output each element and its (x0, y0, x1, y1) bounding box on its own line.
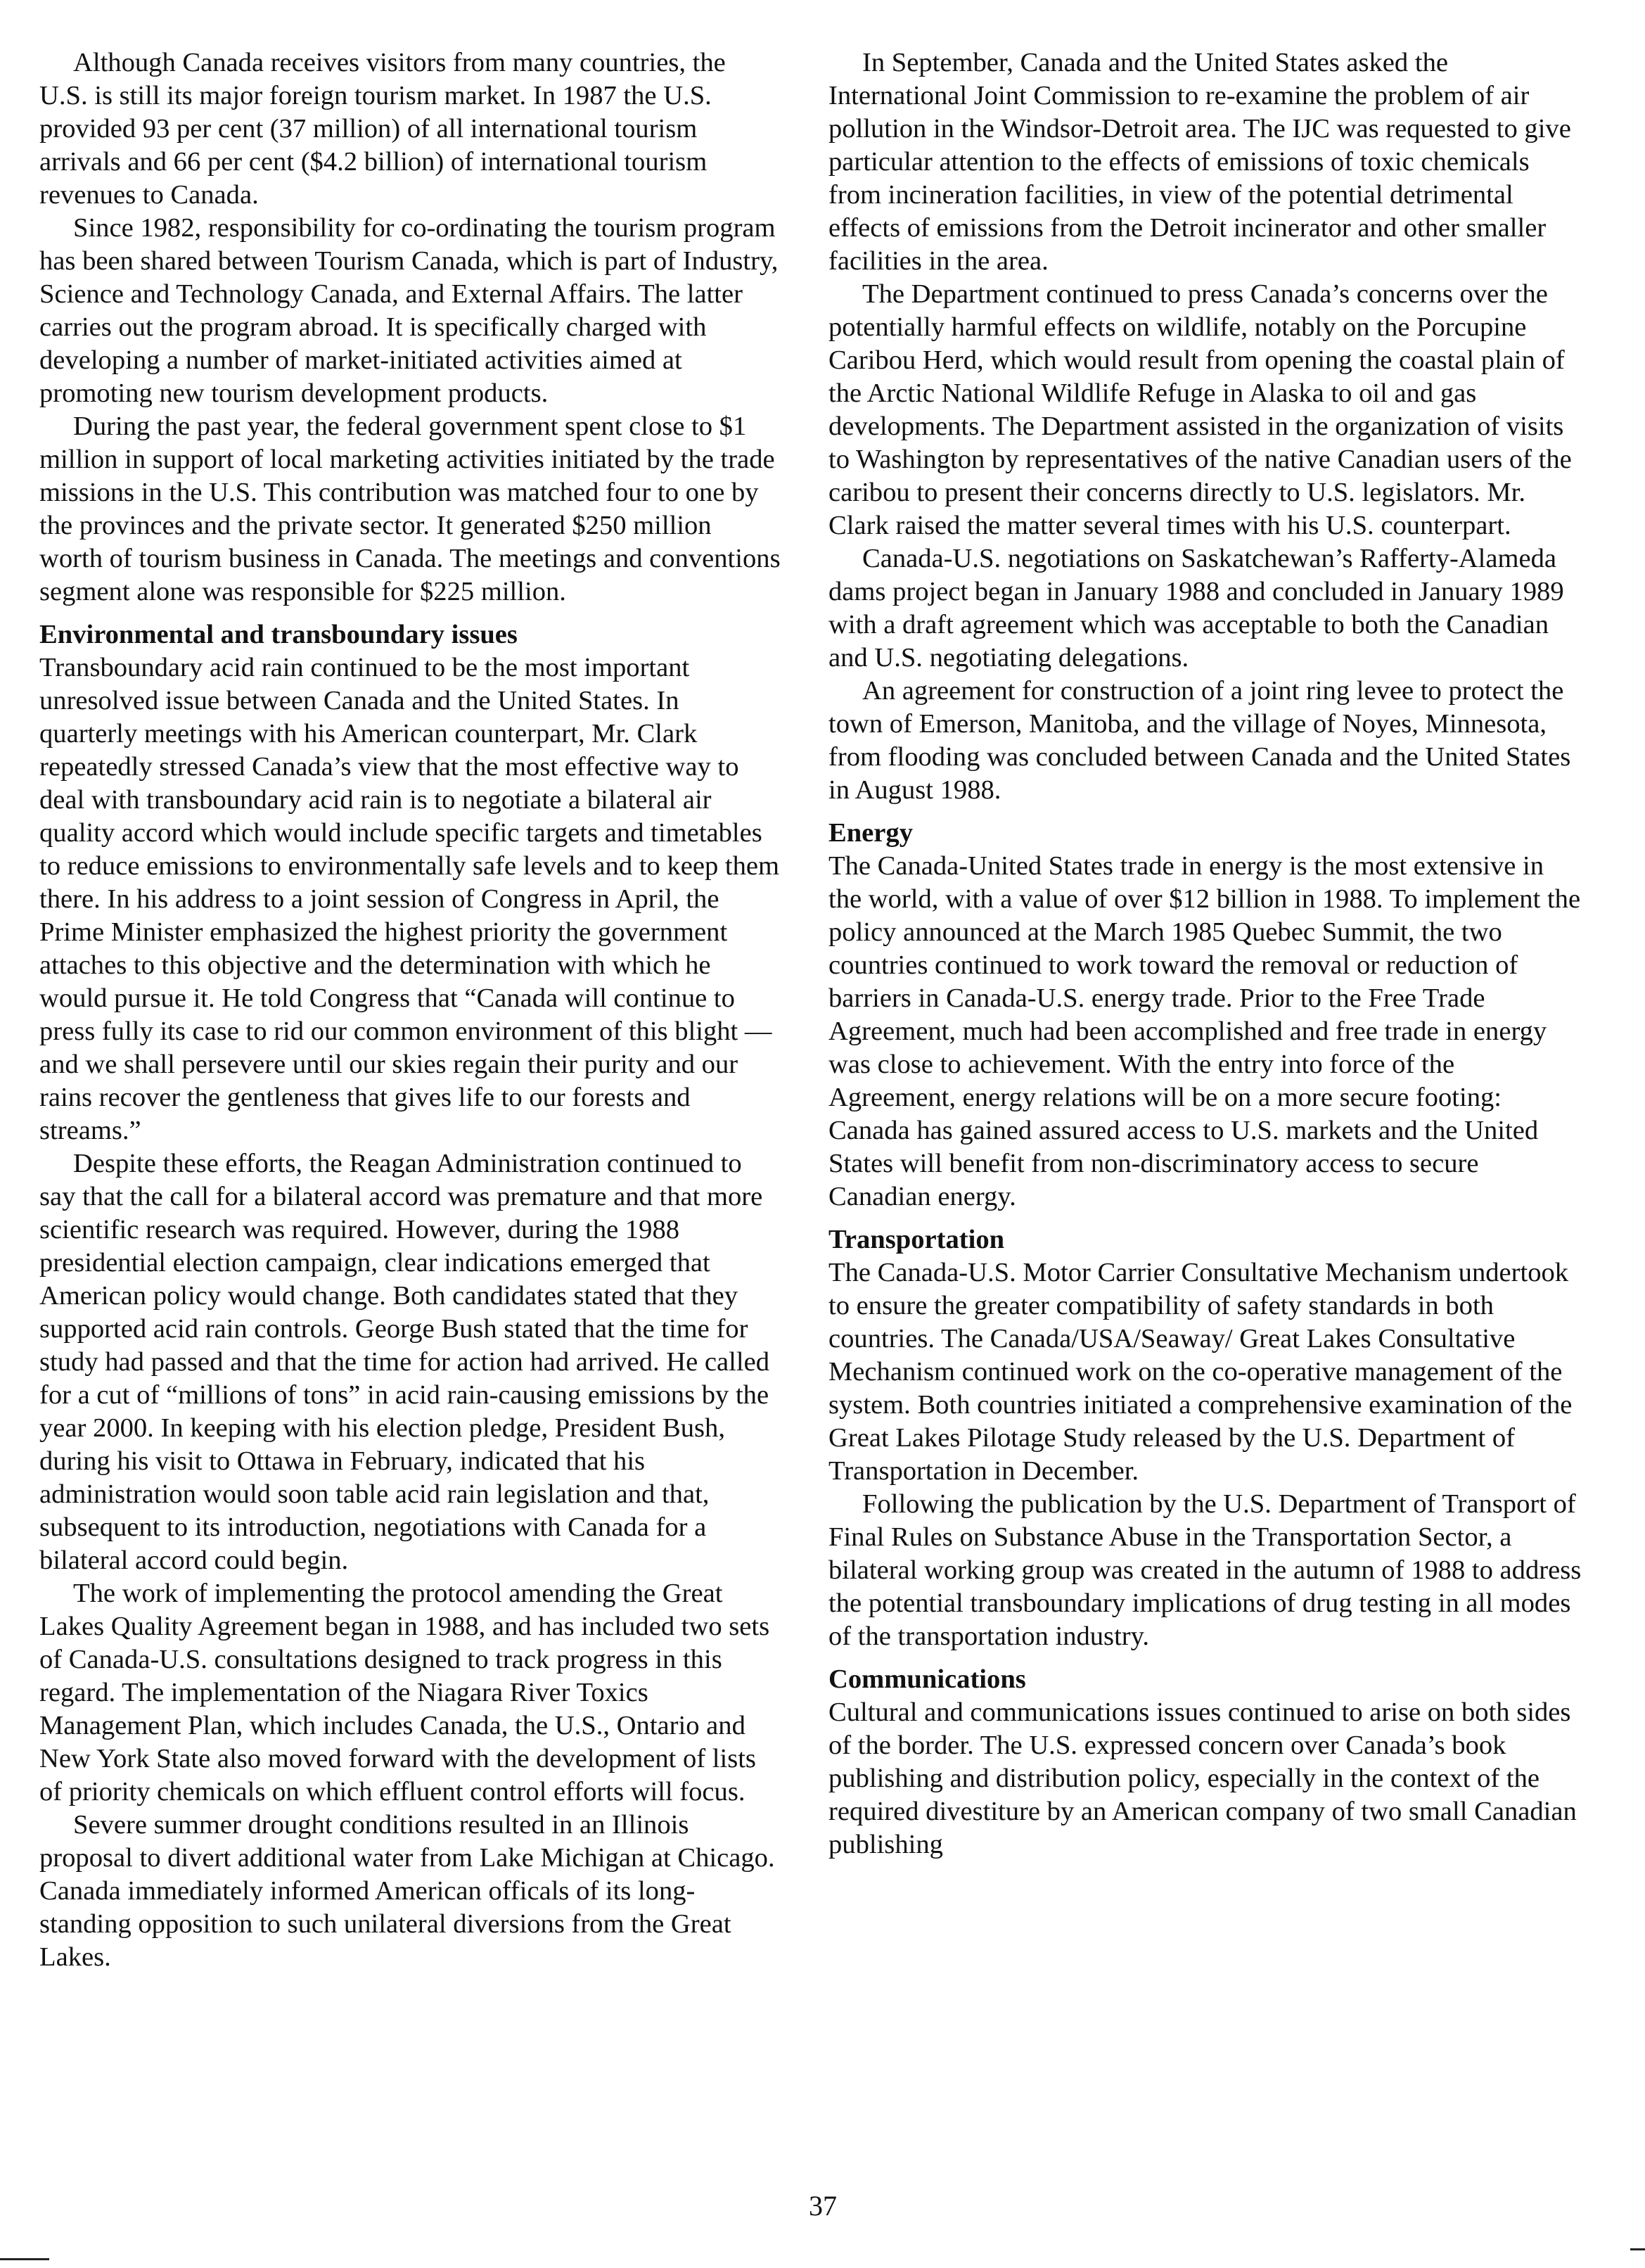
paragraph-tourism-market: Although Canada receives visitors from many countries, the U.S. is still its major foreign tourism market. In 1987 the U.S. provided 93 per cent (37 million) of all international tourism arrivals and 66 per cent ($4.2 billion) of international tourism revenues to Canada. (39, 48, 726, 210)
paragraph-energy-trade: The Canada-United States trade in energy is the most extensive in the world, with a value of over $12 billion in 1988. To implement the policy announced at the March 1985 Quebec Summit, the two countries continued to work toward the removal or reduction of barriers in Canada-U.S. energy trade. Prior to the Free Trade Agreement, much had been accomplished and free trade in energy was close to achievement. With the entry into force of the Agreement, energy relations will be on a more secure footing: Canada has gained assured access to U.S. markets and the United States will benefit from non-discriminatory access to secure Canadian energy. (828, 851, 1581, 1211)
page-number: 37 (809, 2190, 837, 2222)
paragraph-porcupine-caribou: The Department continued to press Canada’s concerns over the potentially harmful effects on wildlife, notably on the Porcupine Caribou Herd, which would result from opening the coastal plain of the Arctic National Wildlife Refuge in Alaska to oil and gas developments. The Department assisted in the organization of visits to Washington by representatives of the native Canadian users of the caribou to present their concerns directly to U.S. legislators. Mr. Clark raised the matter several times with his U.S. counterpart. (828, 279, 1572, 540)
scan-edge-mark-left (0, 2258, 49, 2260)
paragraph-great-lakes-protocol: The work of implementing the protocol amending the Great Lakes Quality Agreement began in 1988, and has included two sets of Canada-U.S. consultations designed to track progress in this regard. The implementation of the Niagara River Toxics Management Plan, which includes Canada, the U.S., Ontario and New York State also moved forward with the development of lists of priority chemicals on which effluent control efforts will focus. (39, 1579, 770, 1807)
heading-transportation: Transportation (828, 1225, 1005, 1254)
paragraph-cultural-issues: Cultural and communications issues continued to arise on both sides of the border. The U.S. expressed concern over Canada’s book publishing and distribution policy, especially in the context of the required divestiture by an American company of two small Canadian publishing (828, 1697, 1577, 1859)
heading-energy: Energy (828, 818, 914, 848)
paragraph-rafferty-alameda: Canada-U.S. negotiations on Saskatchewan’s Rafferty-Alameda dams project began in January 1988 and concluded in January 1989 with a draft agreement which was acceptable to both the Canadian and U.S. negotiating delegations. (828, 544, 1564, 673)
right-column (828, 46, 1582, 1861)
left-column (39, 46, 781, 1974)
paragraph-acid-rain: Transboundary acid rain continued to be the most important unresolved issue between Canada and the United States. In quarterly meetings with his American counterpart, Mr. Clark repeatedly stressed Canada’s view that the most effective way to deal with transboundary acid rain is to negotiate a bilateral air quality accord which would include specific targets and timetables to reduce emissions to environmentally safe levels and to keep them there. In his address to a joint session of Congress in April, the Prime Minister emphasized the highest priority the government attaches to this objective and the determination with which he would pursue it. He told Congress that “Canada will continue to press fully its case to rid our common environment of this blight — and we shall persevere until our skies regain their purity and our rains recover the gentleness that gives life to our forests and streams.” (39, 653, 780, 1145)
heading-communications: Communications (828, 1664, 1026, 1694)
paragraph-windsor-detroit: In September, Canada and the United States asked the International Joint Commission to re-examine the problem of air pollution in the Windsor-Detroit area. The IJC was requested to give particular attention to the effects of emissions of toxic chemicals from incineration facilities, in view of the potential detrimental effects of emissions from the Detroit incinerator and other smaller facilities in the area. (828, 48, 1571, 276)
paragraph-federal-spending: During the past year, the federal government spent close to $1 million in support of local marketing activities initiated by the trade missions in the U.S. This contribution was matched four to one by the provinces and the private sector. It generated $250 million worth of tourism business in Canada. The meetings and conventions segment alone was responsible for $225 million. (39, 412, 781, 606)
paragraph-tourism-program: Since 1982, responsibility for co-ordinating the tourism program has been shared between Tourism Canada, which is part of Industry, Science and Technology Canada, and External Affairs. The latter carries out the program abroad. It is specifically charged with developing a number of market-initiated activities aimed at promoting new tourism development products. (39, 213, 779, 408)
scan-edge-mark-right (1630, 2248, 1645, 2250)
paragraph-reagan-administration: Despite these efforts, the Reagan Administration continued to say that the call for a bilateral accord was premature and that more scientific research was required. However, during the 1988 presidential election campaign, clear indications emerged that American policy would change. Both candidates stated that they supported acid rain controls. George Bush stated that the time for study had passed and that the time for action had arrived. He called for a cut of “millions of tons” in acid rain-causing emissions by the year 2000. In keeping with his election pledge, President Bush, during his visit to Ottawa in February, indicated that his administration would soon table acid rain legislation and that, subsequent to its introduction, negotiations with Canada for a bilateral accord could begin. (39, 1149, 770, 1575)
paragraph-motor-carrier: The Canada-U.S. Motor Carrier Consultative Mechanism undertook to ensure the greater compatibility of safety standards in both countries. The Canada/USA/Seaway/ Great Lakes Consultative Mechanism continued work on the co-operative management of the system. Both countries initiated a comprehensive examination of the Great Lakes Pilotage Study released by the U.S. Department of Transportation in December. (828, 1258, 1573, 1486)
heading-environmental-issues: Environmental and transboundary issues (39, 620, 518, 649)
paragraph-substance-abuse: Following the publication by the U.S. Department of Transport of Final Rules on Substance Abuse in the Transportation Sector, a bilateral working group was created in the autumn of 1988 to address the potential transboundary implications of drug testing in all modes of the transportation industry. (828, 1489, 1582, 1651)
paragraph-drought-diversion: Severe summer drought conditions resulted in an Illinois proposal to divert additional water from Lake Michigan at Chicago. Canada immediately informed American officals of its long-standing opposition to such unilateral diversions from the Great Lakes. (39, 1810, 775, 1972)
paragraph-ring-levee: An agreement for construction of a joint ring levee to protect the town of Emerson, Manitoba, and the village of Noyes, Minnesota, from flooding was concluded between Canada and the United States in August 1988. (828, 676, 1571, 805)
